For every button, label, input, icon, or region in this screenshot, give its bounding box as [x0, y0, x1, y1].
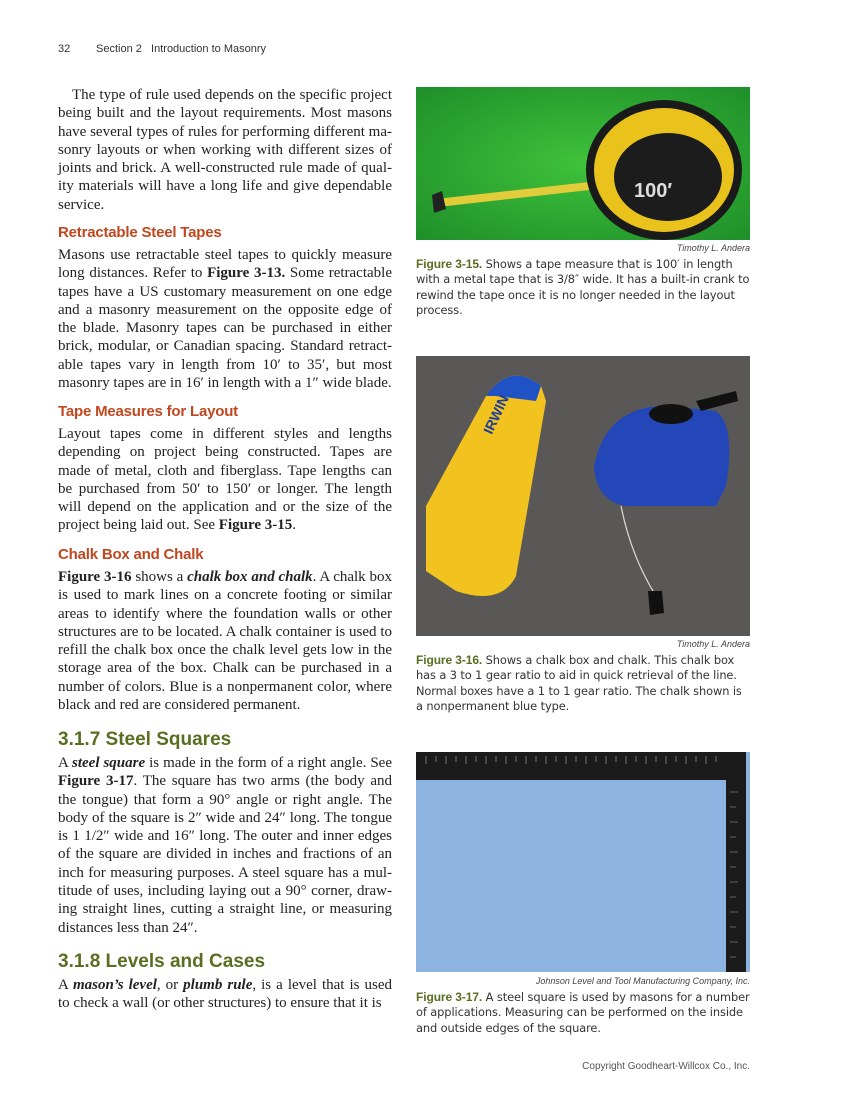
figure-reference: Figure 3-15 — [218, 517, 293, 534]
caption-text: Shows a chalk box and chalk. This chalk box has a 3 to 1 gear ratio to aid in quick retrieval of the line. Normal boxes have a 1 to 1 gear ratio. The chalk shown is a nonpermanent blue type. — [416, 653, 742, 713]
figure-reference: Figure 3-17 — [58, 773, 134, 790]
paragraph — [58, 568, 392, 714]
text-run: . A chalk box is used to mark lines on a concrete footing or similar areas to identify where the foundation walls or other structures are to be located. A chalk container is used to refill the chalk box once the chalk level gets low in the storage area of the box. Chalk can be purchased in a number of colors. Blue is a nonpermanent color, where black and red are considered permanent. — [58, 569, 392, 714]
paragraph — [58, 425, 392, 535]
section-title: Introduction to Masonry — [151, 43, 266, 55]
text-run: shows a — [131, 569, 188, 585]
figure-label: Figure 3-15. — [416, 257, 483, 271]
caption-text: Shows a tape measure that is 100′ in length with a metal tape that is 3/8″ wide. It has a built-in crank to rewind the tape once it is no longer needed in the layout process. — [416, 257, 750, 317]
text-run: A — [58, 755, 72, 771]
text-run: The type of rule used depends on the specific project being built and the layout requirements. Most masons have several types of rules for performing different masonry layouts or when working with different sizes of joints and brick. A well-constructed rule made of quality materials will have a long life and give dependable service. — [58, 87, 392, 213]
text-run: , is a level that is used to check a wall (or other structures) to ensure that it is — [58, 977, 392, 1012]
key-term: chalk box and chalk — [187, 569, 313, 585]
subheading-tape-measures: Tape Measures for Layout — [58, 403, 238, 420]
figure-label: Figure 3-17. — [416, 990, 483, 1004]
paragraph — [58, 246, 392, 392]
figure-credit: Timothy L. Andera — [676, 243, 750, 253]
running-header — [58, 43, 70, 55]
figure-reference: Figure 3-13. — [207, 265, 286, 282]
key-term: plumb rule — [183, 977, 253, 993]
text-run: . — [292, 517, 297, 534]
caption-text: A steel square is used by masons for a number of applications. Measuring can be performed on the inside and outside edges of the square. — [416, 990, 750, 1035]
heading-levels-and-cases: 3.1.8 Levels and Cases — [58, 951, 266, 972]
heading-steel-squares: 3.1.7 Steel Squares — [58, 729, 232, 750]
section-label: Section 2 — [96, 43, 142, 55]
text-run: A — [58, 977, 74, 993]
figure-caption — [416, 257, 750, 318]
paragraph — [58, 86, 392, 214]
figure-chalk-box-photo — [416, 356, 750, 636]
tape-label-text: 100′ — [634, 180, 673, 202]
paragraph — [58, 754, 392, 937]
figure-steel-square-photo — [416, 752, 750, 972]
key-term: steel square — [72, 755, 146, 771]
text-run: , or — [156, 977, 184, 993]
figure-credit: Johnson Level and Tool Manufacturing Company, Inc. — [535, 976, 750, 986]
subheading-chalk-box: Chalk Box and Chalk — [58, 546, 204, 563]
text-run: is made in the form of a right angle. See — [145, 755, 392, 771]
figure-caption — [416, 653, 750, 714]
figure-credit: Timothy L. Andera — [676, 639, 750, 649]
page-number: 32 — [58, 43, 71, 55]
text-run: Some retractable tapes have a US customary measurement on one edge and a masonry measurement on the opposite edge of the blade. Masonry tapes can be purchased in either brick, modular, or Canadian spacing. Standard retractable tapes vary in length from 10′ to 35′, but most masonry tapes are in 16′ in length with a 1″ wide blade. — [58, 265, 392, 392]
figure-caption — [416, 990, 750, 1036]
key-term: mason’s level — [73, 977, 157, 993]
figure-label: Figure 3-16. — [416, 653, 483, 667]
paragraph — [58, 976, 392, 1013]
figure-tape-measure-photo — [416, 87, 750, 240]
subheading-retractable-steel-tapes: Retractable Steel Tapes — [58, 224, 222, 241]
text-run: . The square has two arms (the body and the tongue) that form a 90° angle or right angle. The body of the square is 2″ wide and 24″ long. The tongue is 1 1/2″ wide and 16″ long. The outer and inner edges of the square are divided in inches and fractions of an inch for measuring purposes. A steel square has a multitude of uses, including laying out a 90° corner, drawing straight lines, cutting a straight line, or measuring distances less than 24″. — [58, 773, 393, 936]
section-header — [96, 43, 266, 55]
copyright-footer: Copyright Goodheart-Willcox Co., Inc. — [582, 1061, 750, 1072]
text-run: Layout tapes come in different styles and lengths depending on project being constructed. Tapes are made of metal, cloth and fiberglass. Tape lengths can be purchased from 50′ to 150′ or longer. The length will depend on the application and or the size of the project being laid out. See — [58, 426, 392, 534]
figure-reference: Figure 3-16 — [58, 569, 132, 585]
chalk-brand-text: IRWIN — [479, 392, 512, 437]
text-run: Masons use retractable steel tapes to quickly measure long distances. Refer to — [58, 247, 392, 282]
